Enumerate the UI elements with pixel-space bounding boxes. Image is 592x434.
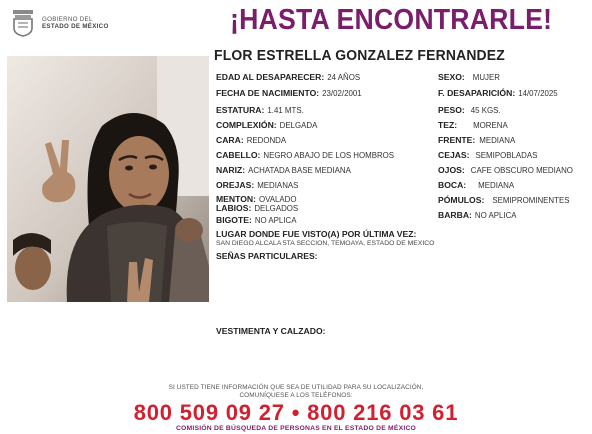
field-hair bbox=[216, 150, 394, 160]
commission-name: COMISIÓN DE BÚSQUEDA DE PERSONAS EN EL ESTADO DE MÉXICO bbox=[175, 425, 417, 432]
footer-note-line-2: COMUNÍQUESE A LOS TELÉFONOS: bbox=[239, 392, 353, 399]
field-label: NARIZ: bbox=[216, 165, 246, 175]
field-eyes bbox=[438, 165, 573, 175]
field-label: OREJAS: bbox=[216, 180, 255, 190]
field-label: F. DESAPARICIÓN: bbox=[438, 88, 516, 98]
field-build bbox=[216, 120, 317, 130]
field-value: 23/02/2001 bbox=[322, 89, 362, 98]
field-value: MORENA bbox=[473, 121, 508, 130]
field-value: CAFE OBSCURO MEDIANO bbox=[470, 166, 573, 175]
field-value: OVALADO bbox=[258, 195, 297, 204]
field-height bbox=[216, 105, 304, 115]
field-value: ACHATADA BASE MEDIANA bbox=[248, 166, 351, 175]
field-label: CARA: bbox=[216, 135, 244, 145]
field-ears bbox=[216, 180, 298, 190]
field-nose bbox=[216, 165, 351, 175]
field-face bbox=[216, 135, 286, 145]
field-particular-signs bbox=[216, 251, 318, 261]
banner-title: ¡HASTA ENCONTRARLE! bbox=[230, 4, 553, 36]
field-label: BARBA: bbox=[438, 210, 472, 220]
field-value: DELGADA bbox=[279, 121, 318, 130]
field-birthdate bbox=[216, 88, 362, 98]
field-mouth bbox=[438, 180, 514, 190]
field-eyebrows bbox=[438, 150, 537, 160]
field-label: MENTON: bbox=[216, 194, 256, 204]
field-value: SEMIPOBLADAS bbox=[475, 151, 538, 160]
field-label: SEÑAS PARTICULARES: bbox=[216, 251, 318, 261]
contact-phones: 800 509 09 27 • 800 216 03 61 bbox=[133, 400, 459, 425]
field-label: CEJAS: bbox=[438, 150, 470, 160]
last-seen-location: SAN DIEGO ALCALA 5TA SECCION, TEMOAYA, ESTADO DE MEXICO bbox=[216, 240, 435, 247]
field-value: NO APLICA bbox=[254, 216, 297, 225]
field-value: MEDIANA bbox=[479, 136, 516, 145]
field-label: SEXO: bbox=[438, 72, 465, 82]
field-value: MUJER bbox=[472, 73, 500, 82]
field-value: 45 KGS. bbox=[470, 106, 501, 115]
field-label: BIGOTE: bbox=[216, 215, 252, 225]
field-label: LABIOS: bbox=[216, 203, 252, 213]
field-disappearance-date bbox=[438, 88, 558, 98]
field-label: ESTATURA: bbox=[216, 105, 265, 115]
field-value: 1.41 MTS. bbox=[267, 106, 304, 115]
field-sex bbox=[438, 72, 500, 82]
missing-person-name: FLOR ESTRELLA GONZALEZ FERNANDEZ bbox=[214, 48, 505, 64]
field-cheekbones bbox=[438, 195, 569, 205]
field-clothing bbox=[216, 326, 326, 336]
logo-line-2: ESTADO DE MÉXICO bbox=[42, 23, 109, 30]
field-value: 14/07/2025 bbox=[518, 89, 558, 98]
field-label: OJOS: bbox=[438, 165, 465, 175]
field-label: PESO: bbox=[438, 105, 465, 115]
field-last-seen bbox=[216, 229, 416, 239]
field-label: PÓMULOS: bbox=[438, 195, 485, 205]
field-label: VESTIMENTA Y CALZADO: bbox=[216, 326, 326, 336]
field-label: CABELLO: bbox=[216, 150, 261, 160]
field-weight bbox=[438, 105, 501, 115]
field-value: DELGADOS bbox=[254, 204, 299, 213]
field-label: COMPLEXIÓN: bbox=[216, 120, 277, 130]
field-age bbox=[216, 72, 360, 82]
field-value: REDONDA bbox=[246, 136, 287, 145]
field-label: LUGAR DONDE FUE VISTO(A) POR ÚLTIMA VEZ: bbox=[216, 229, 417, 239]
field-label: EDAD AL DESAPARECER: bbox=[216, 72, 325, 82]
field-mustache bbox=[216, 215, 296, 225]
logo-line-1: GOBIERNO DEL bbox=[42, 15, 93, 23]
field-label: FECHA DE NACIMIENTO: bbox=[216, 88, 320, 98]
field-value: NO APLICA bbox=[474, 211, 517, 220]
field-complexion bbox=[438, 120, 508, 130]
field-label: BOCA: bbox=[438, 180, 467, 190]
field-value: NEGRO ABAJO DE LOS HOMBROS bbox=[263, 151, 395, 160]
field-value: 24 AÑOS bbox=[327, 73, 361, 82]
field-forehead bbox=[438, 135, 515, 145]
field-value: SEMIPROMINENTES bbox=[492, 196, 570, 205]
field-value: MEDIANA bbox=[478, 181, 515, 190]
field-beard bbox=[438, 210, 517, 220]
field-label: FRENTE: bbox=[438, 135, 476, 145]
field-label: TEZ: bbox=[438, 120, 458, 130]
field-value: MEDIANAS bbox=[257, 181, 299, 190]
field-lips bbox=[216, 203, 298, 213]
footer-note-line-1: SI USTED TIENE INFORMACIÓN QUE SEA DE UTILIDAD PARA SU LOCALIZACIÓN, bbox=[168, 384, 424, 391]
